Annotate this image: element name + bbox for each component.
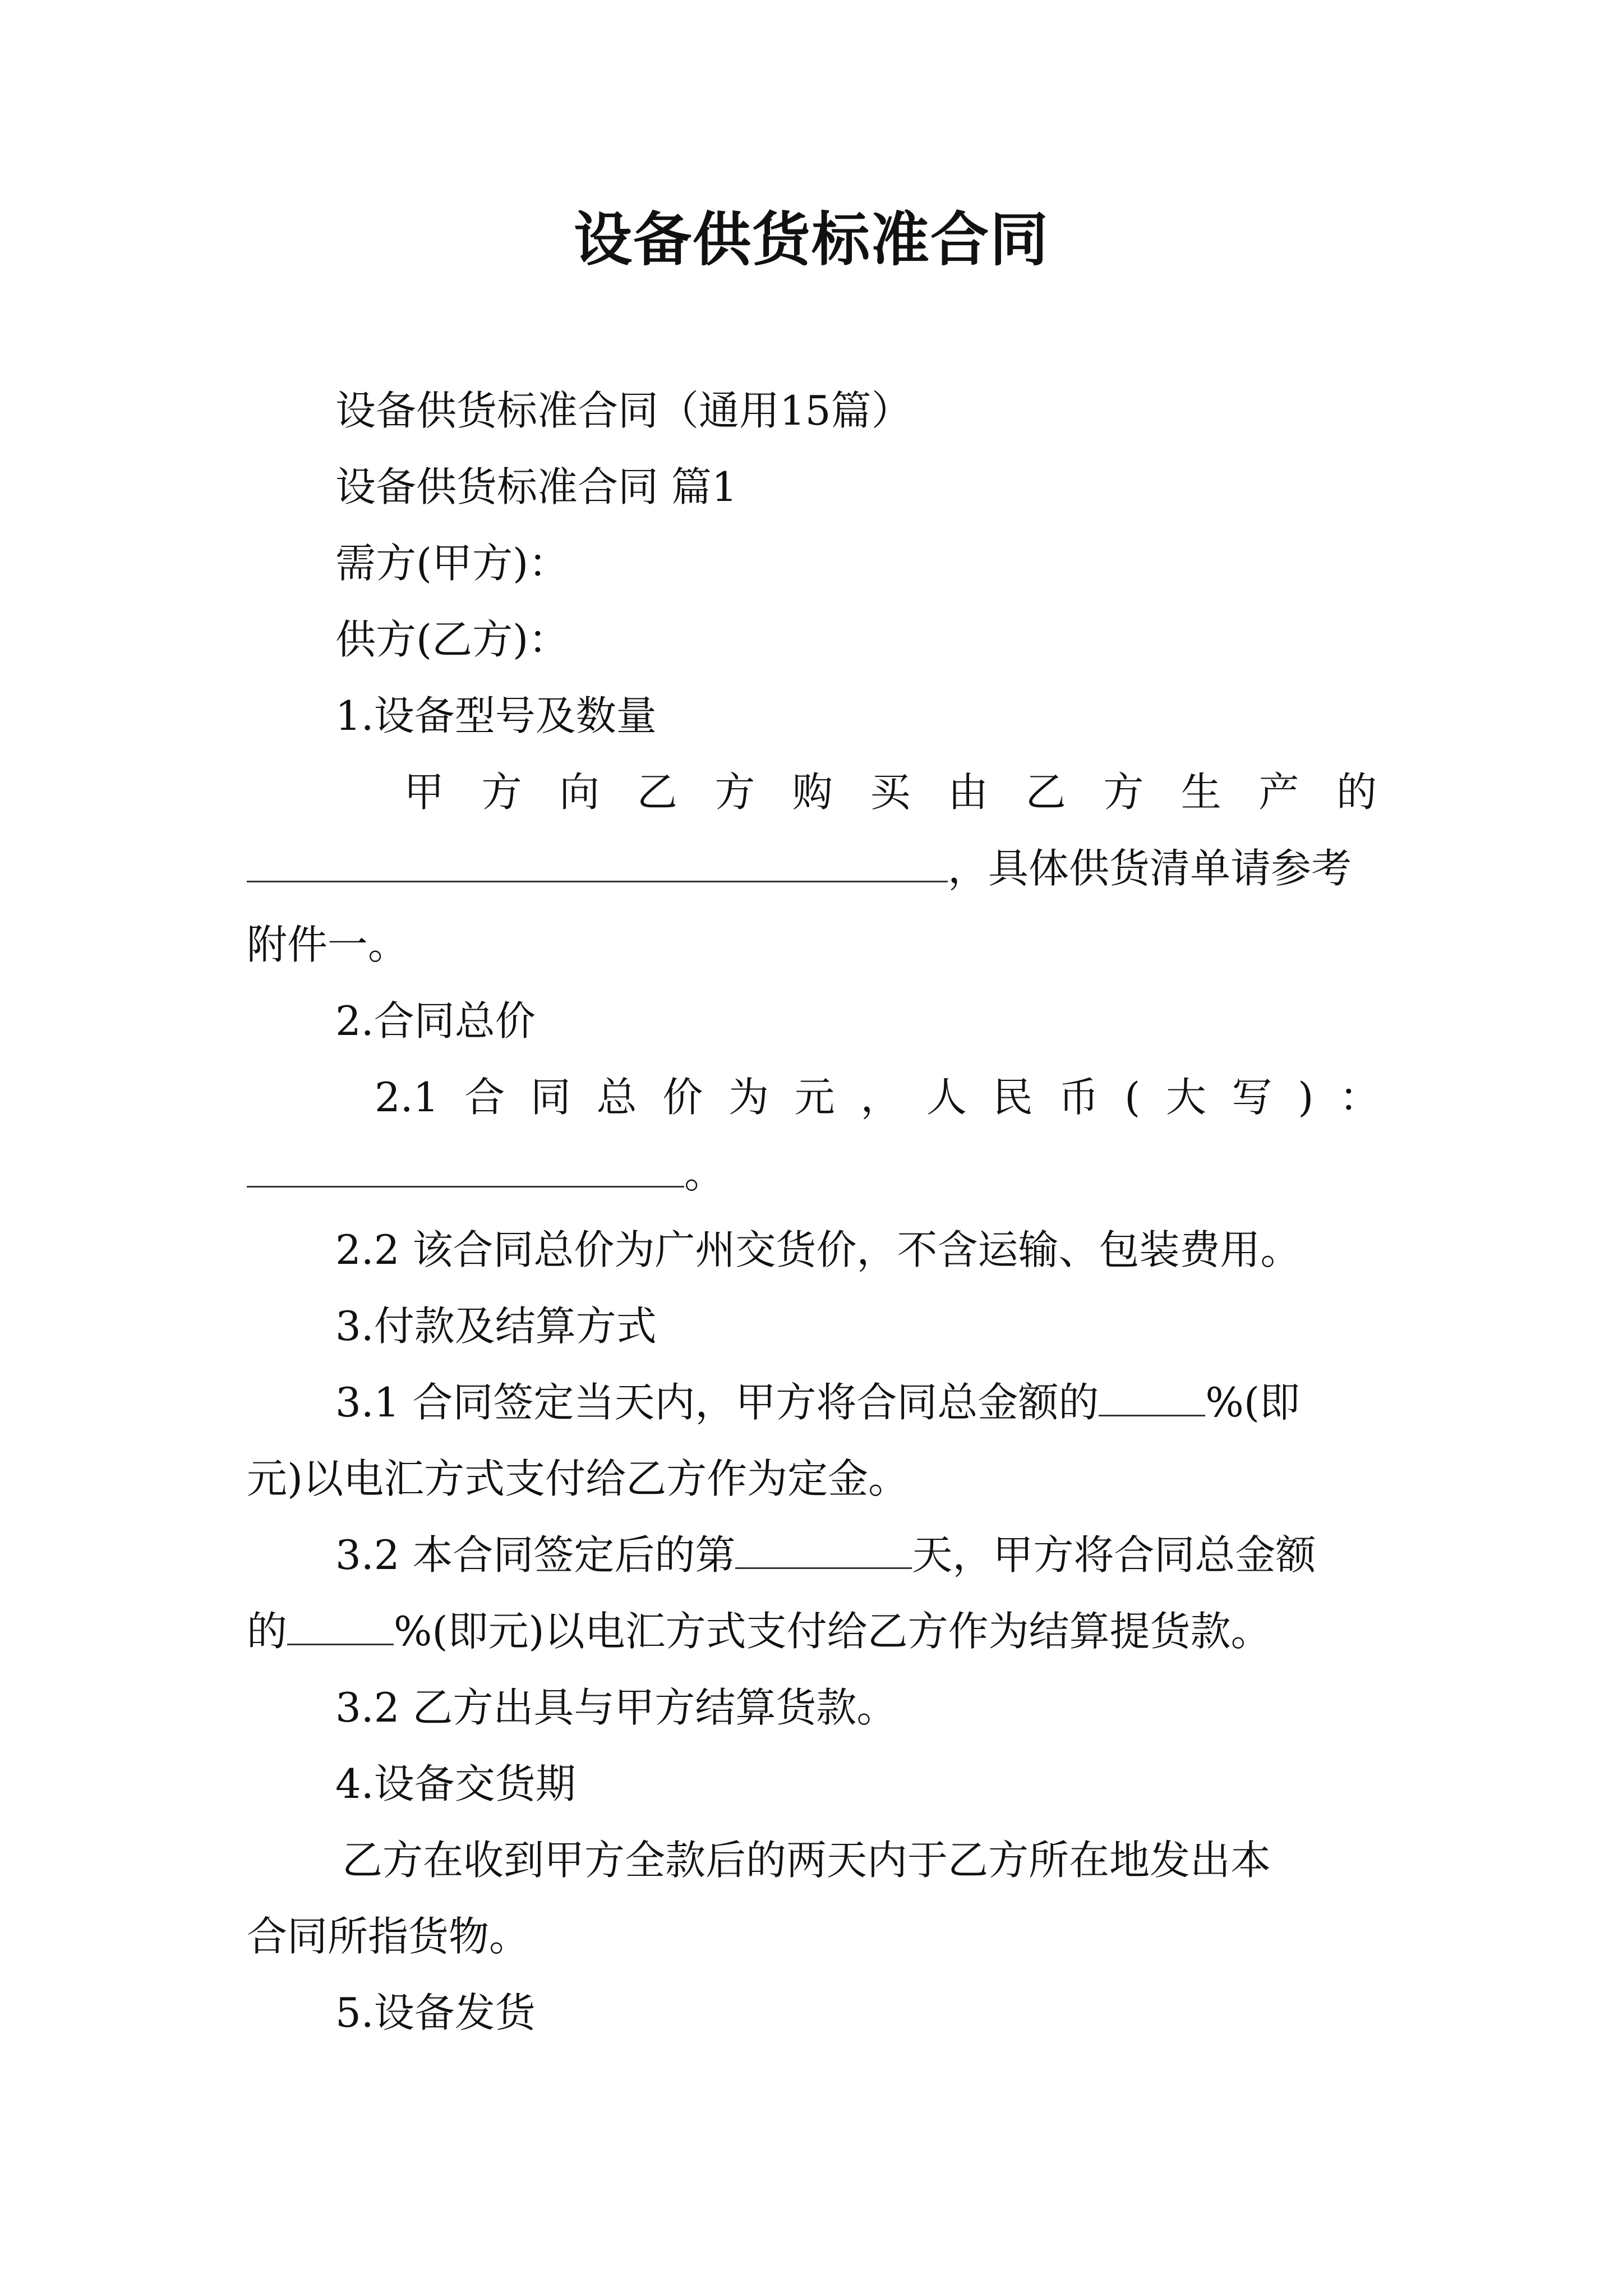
justified-char: 生: [1181, 769, 1221, 816]
justified-char: 币: [1058, 1074, 1099, 1121]
section-1-title: 1.设备型号及数量: [335, 692, 657, 739]
justified-char: 合: [464, 1074, 505, 1121]
justified-char: 写: [1232, 1074, 1272, 1121]
justified-char: 向: [559, 769, 600, 816]
justified-char: 大: [1165, 1074, 1206, 1121]
payment-day-blank: [735, 1528, 912, 1569]
document-title: 设备供货标准合同: [573, 205, 1049, 274]
amount-in-words-blank: [247, 1147, 684, 1188]
section-4-title: 4.设备交货期: [335, 1760, 576, 1807]
justified-char: 由: [948, 769, 989, 816]
justified-char: 民: [992, 1074, 1033, 1121]
section-3-1-text-a: 3.1 合同签定当天内，甲方将合同总金额的: [335, 1379, 1099, 1426]
model-quantity-blank: [247, 841, 948, 882]
section-2-1-line-1: [375, 1069, 1380, 1125]
settlement-percent-blank: [287, 1604, 394, 1645]
justified-char: 元: [794, 1074, 835, 1121]
justified-char: 买: [870, 769, 911, 816]
justified-char: 价: [662, 1074, 703, 1121]
section-3-2-line-2: [247, 1603, 1271, 1659]
justified-char: 购: [792, 769, 833, 816]
section-2-title: 2.合同总价: [335, 997, 536, 1045]
section-4-line-1: 乙方在收到甲方全款后的两天内于乙方所在地发出本: [342, 1837, 1271, 1884]
contract-heading: 设备供货标准合同 篇1: [335, 463, 737, 510]
justified-char: 为: [728, 1074, 769, 1121]
section-1-paragraph-line-1: [404, 764, 1377, 820]
section-2-1-end: 。: [684, 1150, 725, 1197]
justified-char: 乙: [1025, 769, 1066, 816]
justified-char: ，: [860, 1074, 901, 1121]
section-2-2: 2.2 该合同总价为广州交货价，不含运输、包装费用。: [335, 1226, 1301, 1273]
party-b-label: 供方(乙方)：: [335, 616, 569, 663]
justified-char: 2.1: [375, 1074, 439, 1121]
section-1-paragraph-line-2: [247, 840, 1352, 896]
section-1-suffix: ，具体供货清单请参考: [948, 845, 1352, 892]
section-3-1-line-2: 元)以电汇方式支付给乙方作为定金。: [247, 1455, 909, 1502]
section-3-2-text-c: 的: [247, 1608, 288, 1655]
party-a-label: 需方(甲方)：: [335, 540, 569, 587]
section-2-1-line-2: [247, 1145, 725, 1202]
justified-char: (: [1124, 1074, 1141, 1121]
justified-char: 人: [926, 1074, 967, 1121]
justified-char: 的: [1336, 769, 1377, 816]
section-3-2-text-b: 天，甲方将合同总金额: [912, 1531, 1316, 1579]
justified-char: 方: [714, 769, 755, 816]
section-3-2-line-1: [335, 1527, 1316, 1583]
section-3-3: 3.2 乙方出具与甲方结算货款。: [335, 1684, 897, 1731]
justified-char: 总: [596, 1074, 637, 1121]
justified-char: 同: [530, 1074, 571, 1121]
justified-char: 方: [1103, 769, 1144, 816]
section-3-1-line-1: [335, 1374, 1300, 1430]
document-subtitle: 设备供货标准合同（通用15篇）: [335, 387, 912, 434]
section-3-1-text-b: %(即: [1205, 1379, 1300, 1426]
justified-char: ): [1298, 1074, 1314, 1121]
justified-char: 方: [481, 769, 522, 816]
section-3-2-text-d: %(即元)以电汇方式支付给乙方作为结算提货款。: [394, 1608, 1271, 1655]
deposit-percent-blank: [1099, 1375, 1205, 1416]
section-3-2-text-a: 3.2 本合同签定后的第: [335, 1531, 736, 1579]
justified-char: 甲: [404, 769, 445, 816]
justified-char: 产: [1258, 769, 1299, 816]
section-4-line-2: 合同所指货物。: [247, 1913, 530, 1960]
section-5-title: 5.设备发货: [335, 1989, 536, 2036]
justified-char: ：: [1339, 1074, 1380, 1121]
justified-char: 乙: [637, 769, 677, 816]
section-3-title: 3.付款及结算方式: [335, 1303, 657, 1350]
section-1-paragraph-line-3: 附件一。: [247, 921, 409, 968]
